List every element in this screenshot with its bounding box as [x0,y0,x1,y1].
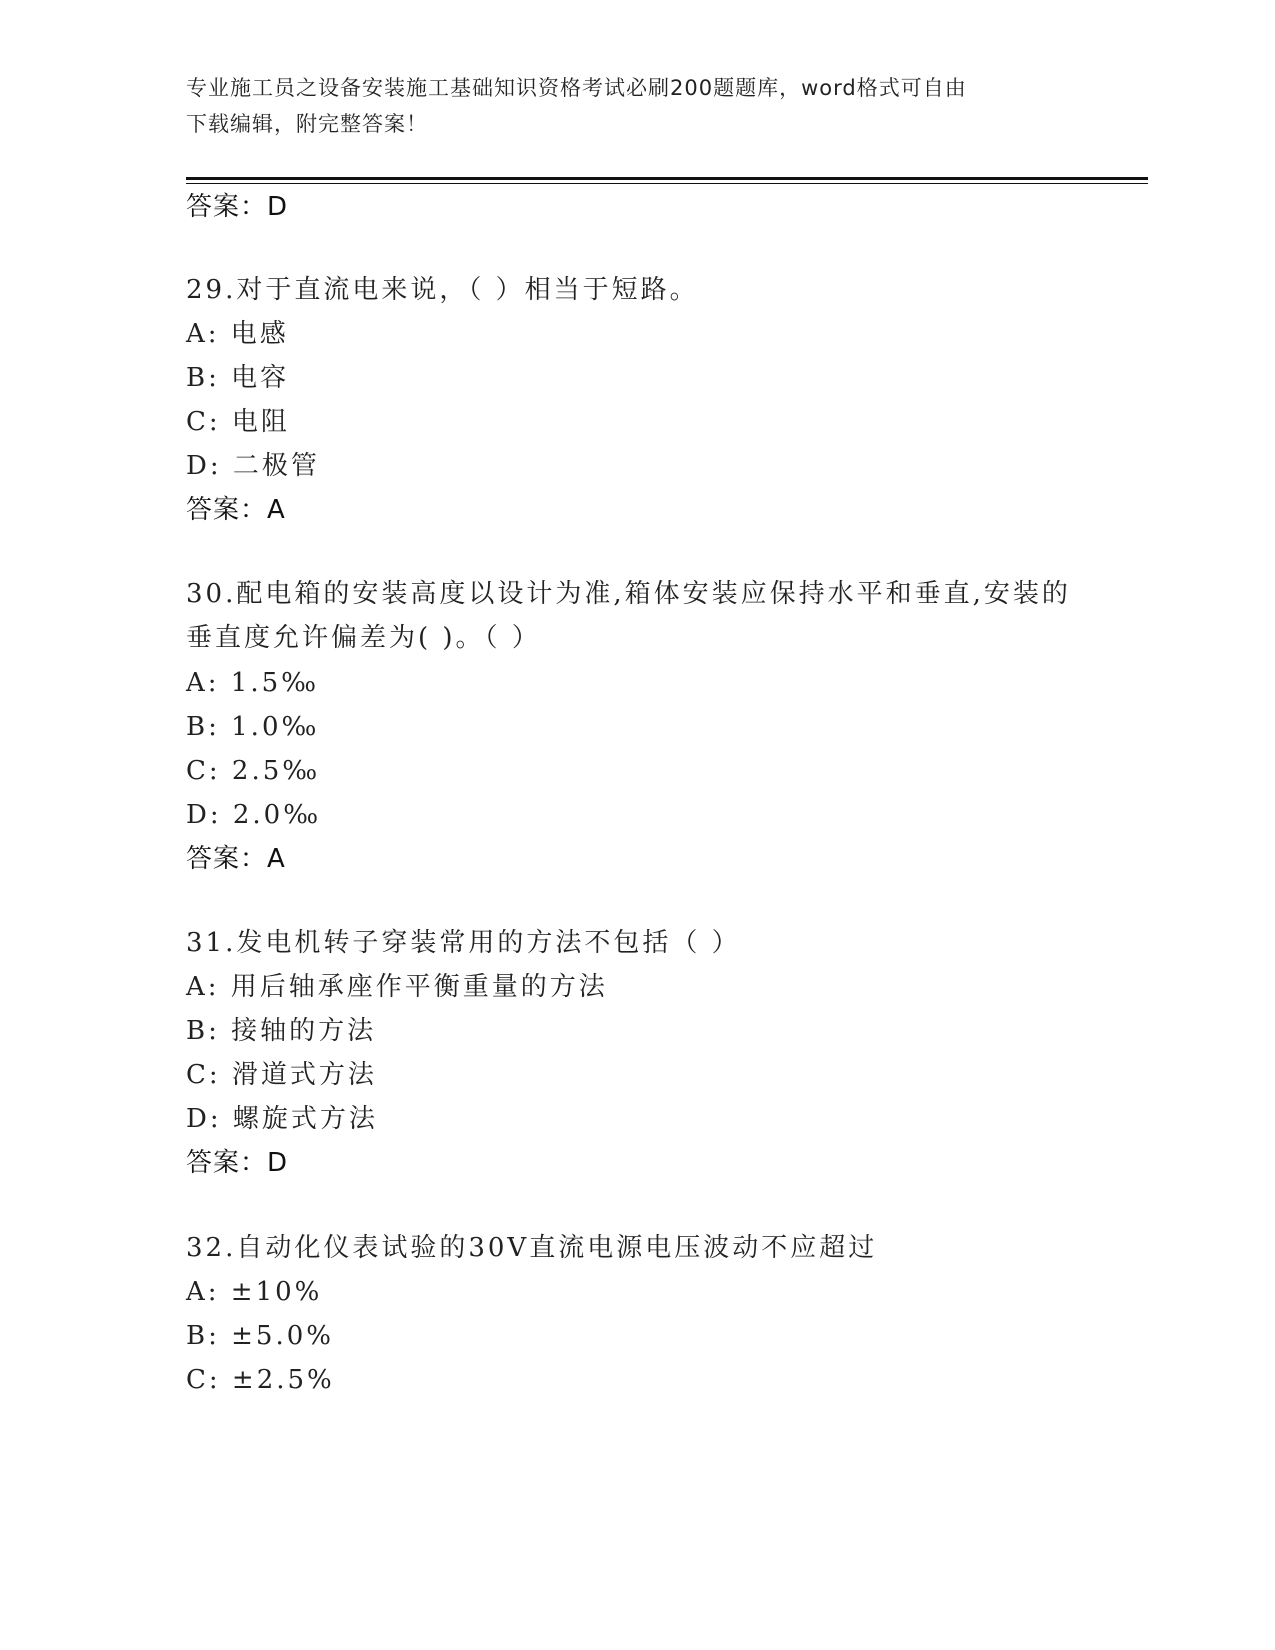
question-30-option-a: A: 1.5‰ [186,668,320,698]
question-29-answer: 答案：A [186,495,286,525]
question-29-option-a: A: 电感 [186,319,289,349]
question-32-option-b: B: ±5.0% [186,1321,334,1351]
question-29-option-b: B: 电容 [186,363,290,393]
header-line-2: 下载编辑，附完整答案！ [186,112,428,136]
question-29-option-d: D: 二极管 [186,451,320,481]
question-30-option-b: B: 1.0‰ [186,712,320,742]
question-30-option-c: C: 2.5‰ [186,756,321,786]
question-29-stem: 29.对于直流电来说，（ ）相当于短路。 [186,275,699,305]
question-32-option-a: A: ±10% [186,1277,323,1307]
header-rule-thick [186,177,1148,180]
question-31-option-a: A: 用后轴承座作平衡重量的方法 [186,972,608,1002]
question-30-stem-line-2: 垂直度允许偏差为( )。（ ） [186,623,541,653]
question-32-option-c: C: ±2.5% [186,1365,335,1395]
document-header [186,70,1086,142]
header-rule-thin [186,183,1148,184]
question-30-answer: 答案：A [186,844,286,874]
question-31-option-b: B: 接轴的方法 [186,1016,377,1046]
question-29-option-c: C: 电阻 [186,407,290,437]
question-31-stem: 31.发电机转子穿装常用的方法不包括（ ） [186,928,741,958]
question-30-option-d: D: 2.0‰ [186,800,322,830]
question-31-answer: 答案：D [186,1148,289,1178]
header-line-1: 专业施工员之设备安装施工基础知识资格考试必刷200题题库，word格式可自由 [186,76,967,100]
answer-q28: 答案：D [186,192,289,222]
question-32-stem: 32.自动化仪表试验的30V直流电源电压波动不应超过 [186,1233,878,1263]
question-30-stem-line-1: 30.配电箱的安装高度以设计为准,箱体安装应保持水平和垂直,安装的 [186,579,1071,609]
question-31-option-d: D: 螺旋式方法 [186,1104,378,1134]
question-31-option-c: C: 滑道式方法 [186,1060,377,1090]
